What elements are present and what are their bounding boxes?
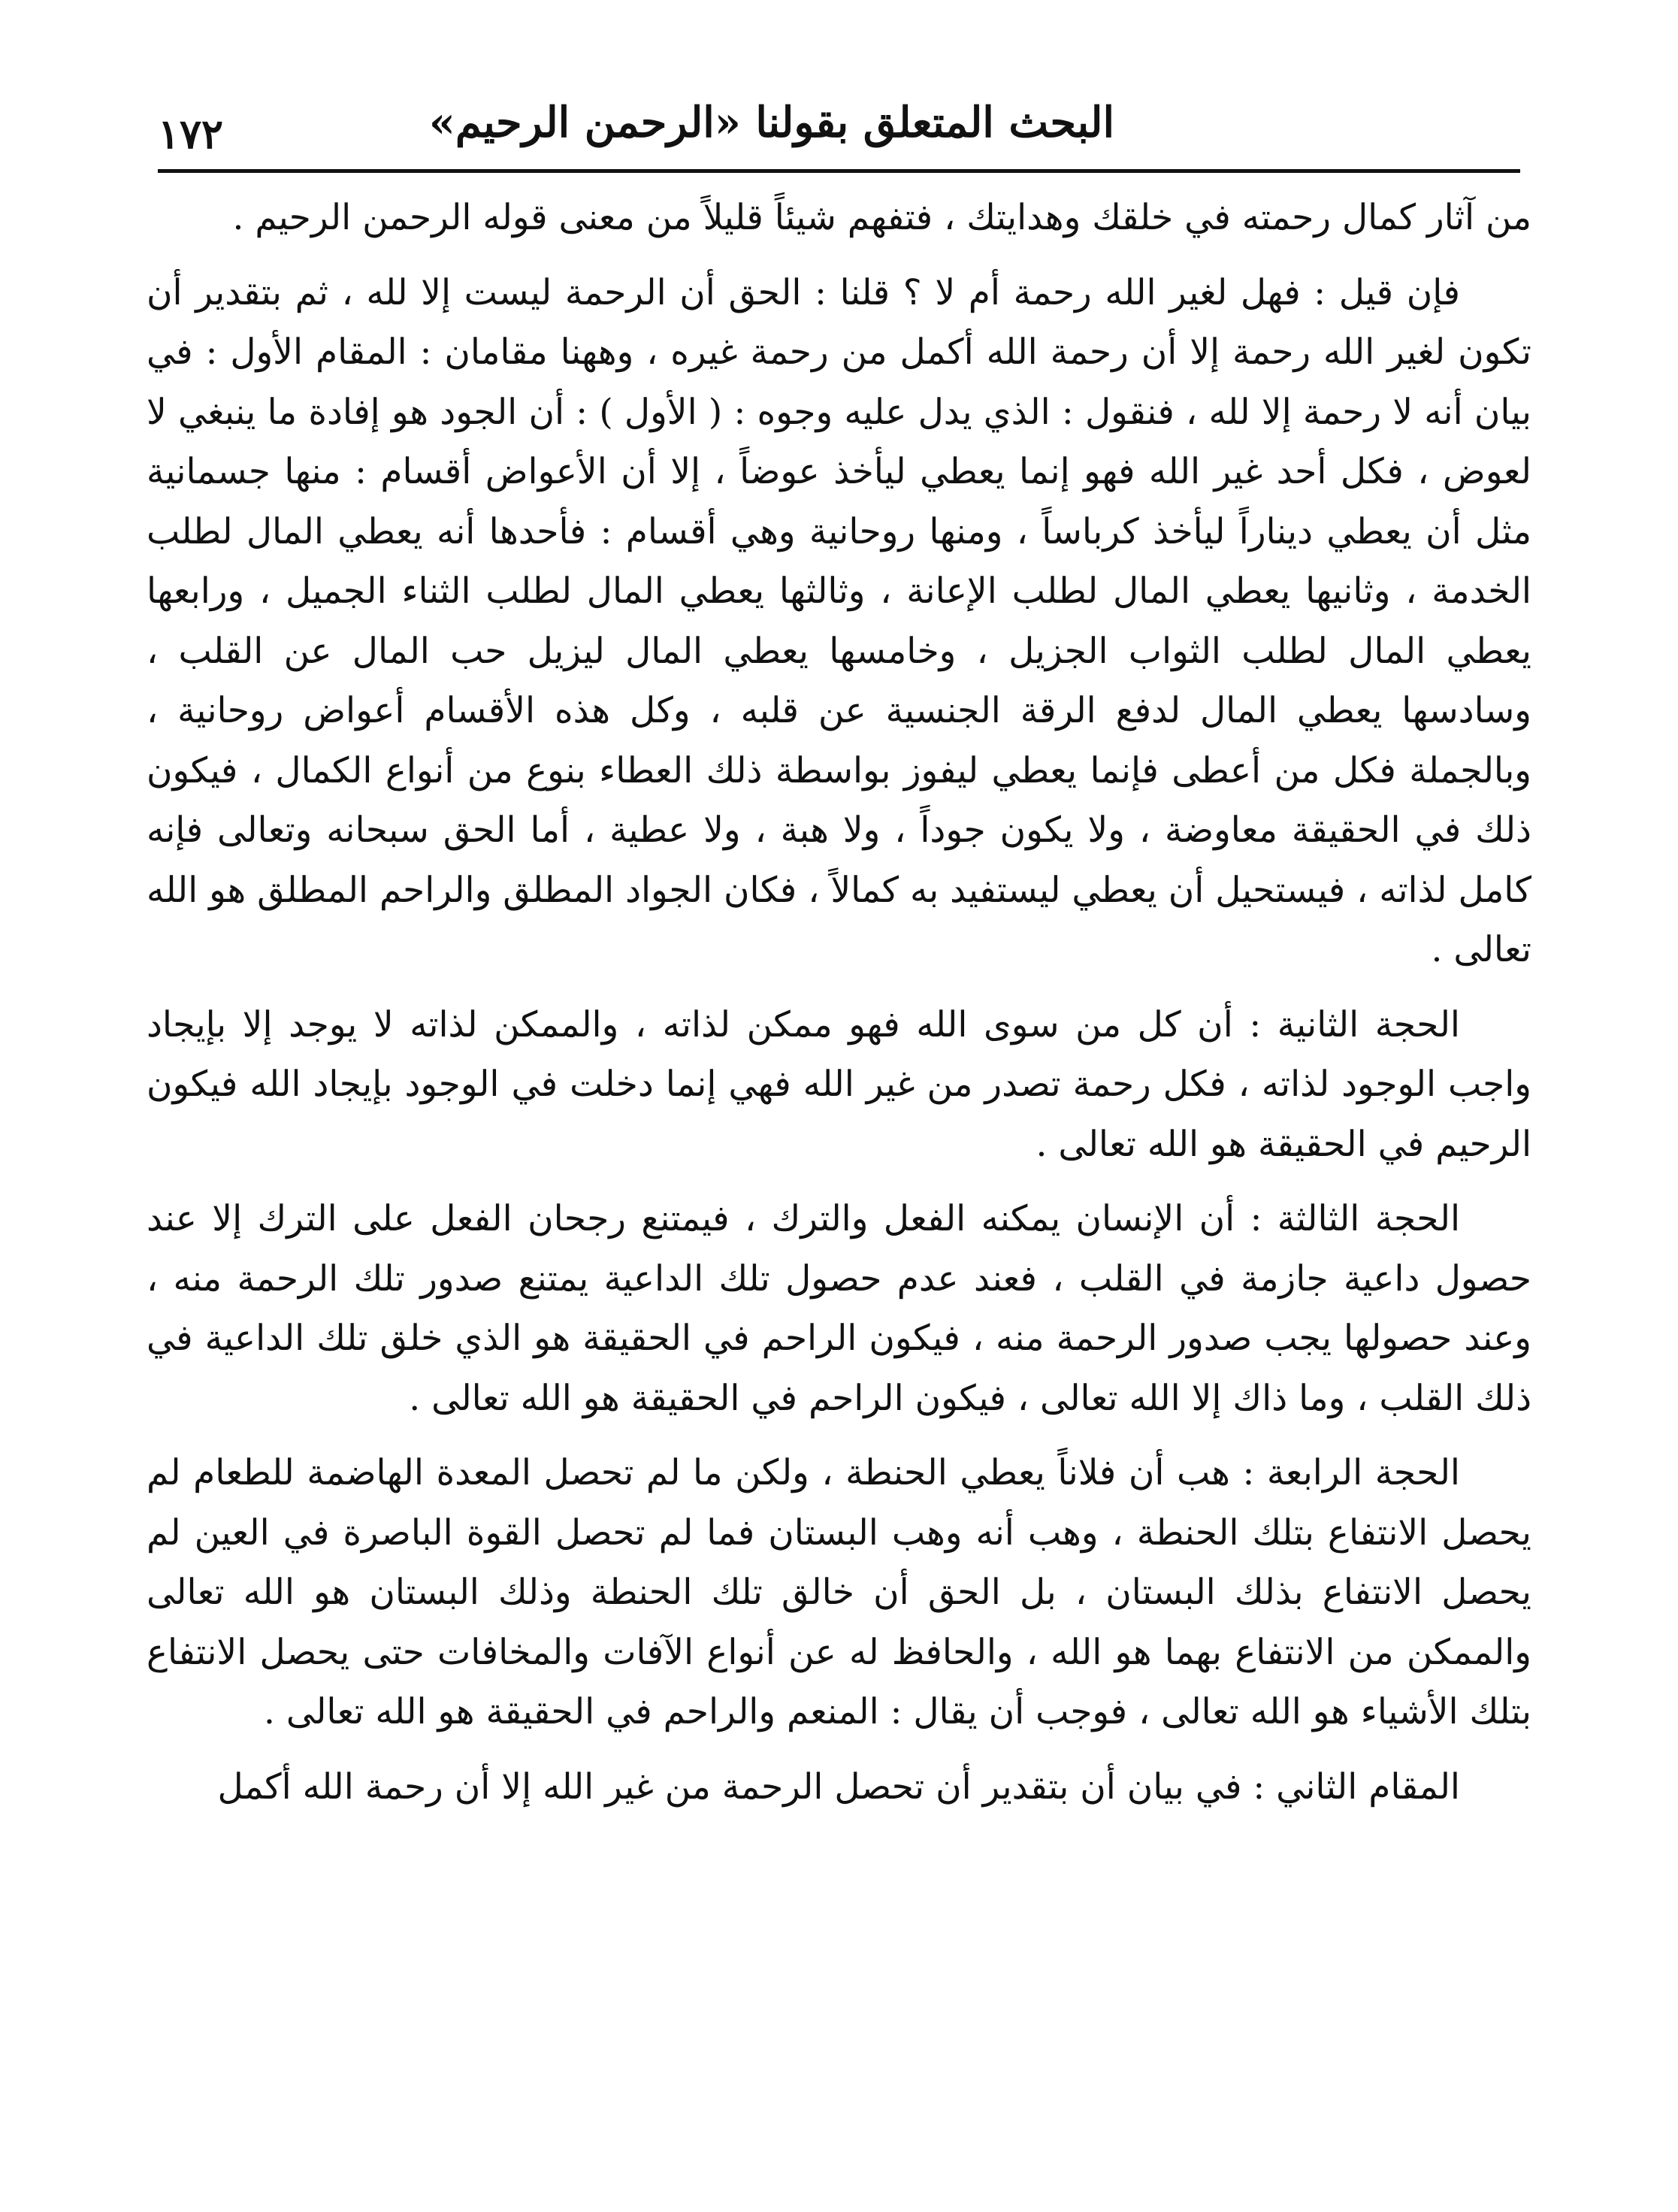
paragraph-third-argument: الحجة الثالثة : أن الإنسان يمكنه الفعل والترك ، فيمتنع رجحان الفعل على الترك إلا عند حصول داعية جازمة في القلب ، فعند عدم حصول تلك الداعية يمتنع صدور تلك الرحمة منه ، وعند حصولها يجب صدور الرحمة منه ، فيكون الراحم في الحقيقة هو الذي خلق تلك الداعية في ذلك القلب ، وما ذاك إلا الله تعالى ، فيكون الراحم في الحقيقة هو الله تعالى . [147, 1198, 1531, 1419]
body-text [147, 188, 1531, 1832]
running-header [158, 90, 1520, 173]
page-number: ١٧٢ [158, 110, 224, 158]
paragraph-second-argument: الحجة الثانية : أن كل من سوى الله فهو ممكن لذاته ، والممكن لذاته لا يوجد إلا بإيجاد واجب الوجود لذاته ، فكل رحمة تصدر من غير الله فهي إنما دخلت في الوجود بإيجاد الله فيكون الرحيم في الحقيقة هو الله تعالى . [147, 1003, 1531, 1165]
paragraph-second-station: المقام الثاني : في بيان أن بتقدير أن تحصل الرحمة من غير الله إلا أن رحمة الله أكمل [217, 1766, 1460, 1808]
paragraph-fourth-argument: الحجة الرابعة : هب أن فلاناً يعطي الحنطة ، ولكن ما لم تحصل المعدة الهاضمة للطعام لم يحصل الانتفاع بتلك الحنطة ، وهب أنه وهب البستان فما لم تحصل القوة الباصرة في العين لم يحصل الانتفاع بذلك البستان ، بل الحق أن خالق تلك الحنطة وذلك البستان هو الله تعالى والممكن من الانتفاع بهما هو الله ، والحافظ له عن أنواع الآفات والمخافات حتى يحصل الانتفاع بتلك الأشياء هو الله تعالى ، فوجب أن يقال : المنعم والراحم في الحقيقة هو الله تعالى . [147, 1452, 1531, 1732]
paragraph-continuation: من آثار كمال رحمته في خلقك وهدايتك ، فتفهم شيئاً قليلاً من معنى قوله الرحمن الرحيم . [232, 197, 1531, 238]
paragraph-question: فإن قيل : فهل لغير الله رحمة أم لا ؟ قلنا : الحق أن الرحمة ليست إلا لله ، ثم بتقدير أن تكون لغير الله رحمة إلا أن رحمة الله أكمل من رحمة غيره ، وههنا مقامان : المقام الأول : في بيان أنه لا رحمة إلا لله ، فنقول : الذي يدل عليه وجوه : ( الأول ) : أن الجود هو إفادة ما ينبغي لا لعوض ، فكل أحد غير الله فهو إنما يعطي ليأخذ عوضاً ، إلا أن الأعواض أقسام : منها جسمانية مثل أن يعطي ديناراً ليأخذ كرباساً ، ومنها روحانية وهي أقسام : فأحدها أنه يعطي المال لطلب الخدمة ، وثانيها يعطي المال لطلب الإعانة ، وثالثها يعطي المال لطلب الثناء الجميل ، ورابعها يعطي المال لطلب الثواب الجزيل ، وخامسها يعطي المال ليزيل حب المال عن القلب ، وسادسها يعطي المال لدفع الرقة الجنسية عن قلبه ، وكل هذه الأقسام أعواض روحانية ، وبالجملة فكل من أعطى فإنما يعطي ليفوز بواسطة ذلك العطاء بنوع من أنواع الكمال ، فيكون ذلك في الحقيقة معاوضة ، ولا يكون جوداً ، ولا هبة ، ولا عطية ، أما الحق سبحانه وتعالى فإنه كامل لذاته ، فيستحيل أن يعطي ليستفيد به كمالاً ، فكان الجواد المطلق والراحم المطلق هو الله تعالى . [147, 271, 1531, 970]
header-title: البحث المتعلق بقولنا «الرحمن الرحيم» [428, 98, 1114, 147]
header-rule [158, 169, 1520, 173]
